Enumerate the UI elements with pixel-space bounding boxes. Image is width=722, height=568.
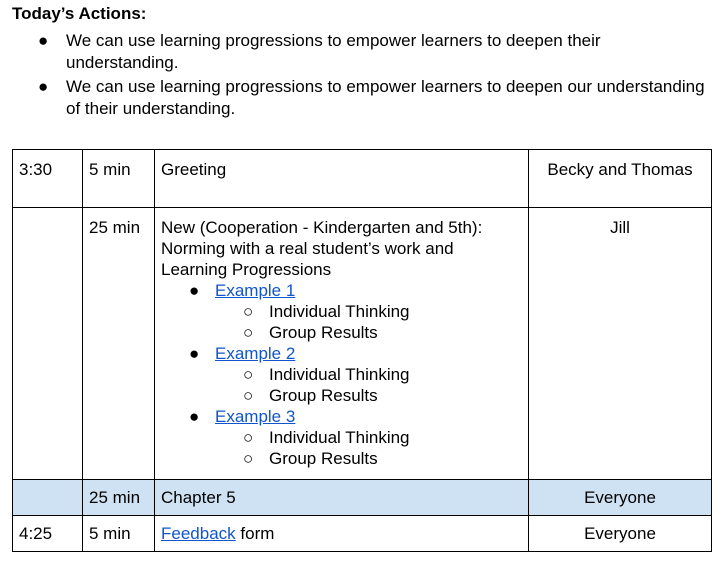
- topic-cell: Greeting: [155, 150, 529, 208]
- topic-suffix: form: [235, 524, 275, 543]
- duration-cell: 5 min: [83, 150, 155, 208]
- list-item: [161, 301, 522, 322]
- topic-text: New (Cooperation - Kindergarten and 5th): Norming with a real student’s work and Learning Progressions: [161, 218, 483, 279]
- action-text: We can use learning progressions to empower learners to deepen their understanding.: [66, 31, 601, 72]
- table-row: [13, 480, 712, 516]
- lead-cell: Jill: [529, 208, 712, 480]
- circle-bullet-icon: ○: [243, 386, 254, 405]
- time-cell: [13, 208, 83, 480]
- agenda-table: [12, 149, 712, 552]
- circle-bullet-icon: ○: [243, 449, 254, 468]
- topic-cell: [155, 516, 529, 552]
- time-cell: 4:25: [13, 516, 83, 552]
- list-item: [12, 76, 712, 120]
- sublist: [215, 364, 522, 406]
- circle-bullet-icon: ○: [243, 302, 254, 321]
- duration-cell: 25 min: [83, 208, 155, 480]
- list-item: [161, 280, 522, 343]
- list-item: [161, 448, 522, 469]
- sublist: [215, 301, 522, 343]
- lead-cell: Everyone: [529, 480, 712, 516]
- list-item: [161, 406, 522, 469]
- time-cell: 3:30: [13, 150, 83, 208]
- bullet-icon: ●: [38, 77, 49, 96]
- bullet-icon: ●: [189, 407, 200, 426]
- duration-cell: 25 min: [83, 480, 155, 516]
- example-3-link[interactable]: Example 3: [215, 407, 296, 426]
- subitem-text: Group Results: [269, 449, 378, 468]
- bullet-icon: ●: [189, 281, 200, 300]
- bullet-icon: ●: [189, 344, 200, 363]
- example-2-link[interactable]: Example 2: [215, 344, 296, 363]
- topic-cell: [155, 208, 529, 480]
- table-row: [13, 150, 712, 208]
- feedback-link[interactable]: Feedback: [161, 524, 236, 543]
- lead-cell: Becky and Thomas: [529, 150, 712, 208]
- list-item: [12, 30, 712, 74]
- actions-list: [12, 30, 712, 122]
- circle-bullet-icon: ○: [243, 323, 254, 342]
- lead-cell: Everyone: [529, 516, 712, 552]
- bullet-icon: ●: [38, 31, 49, 50]
- subitem-text: Group Results: [269, 386, 378, 405]
- circle-bullet-icon: ○: [243, 428, 254, 447]
- sublist: [215, 427, 522, 469]
- circle-bullet-icon: ○: [243, 365, 254, 384]
- subitem-text: Group Results: [269, 323, 378, 342]
- subitem-text: Individual Thinking: [269, 428, 410, 447]
- time-cell: [13, 480, 83, 516]
- examples-list: [161, 280, 522, 469]
- duration-cell: 5 min: [83, 516, 155, 552]
- table-row: [13, 516, 712, 552]
- table-row: [13, 208, 712, 480]
- example-1-link[interactable]: Example 1: [215, 281, 296, 300]
- list-item: [161, 427, 522, 448]
- page-title: Today’s Actions:: [12, 4, 147, 23]
- list-item: [161, 322, 522, 343]
- list-item: [161, 364, 522, 385]
- subitem-text: Individual Thinking: [269, 302, 410, 321]
- list-item: [161, 343, 522, 406]
- list-item: [161, 385, 522, 406]
- action-text: We can use learning progressions to empower learners to deepen our understanding of their understanding.: [66, 77, 705, 118]
- topic-cell: Chapter 5: [155, 480, 529, 516]
- subitem-text: Individual Thinking: [269, 365, 410, 384]
